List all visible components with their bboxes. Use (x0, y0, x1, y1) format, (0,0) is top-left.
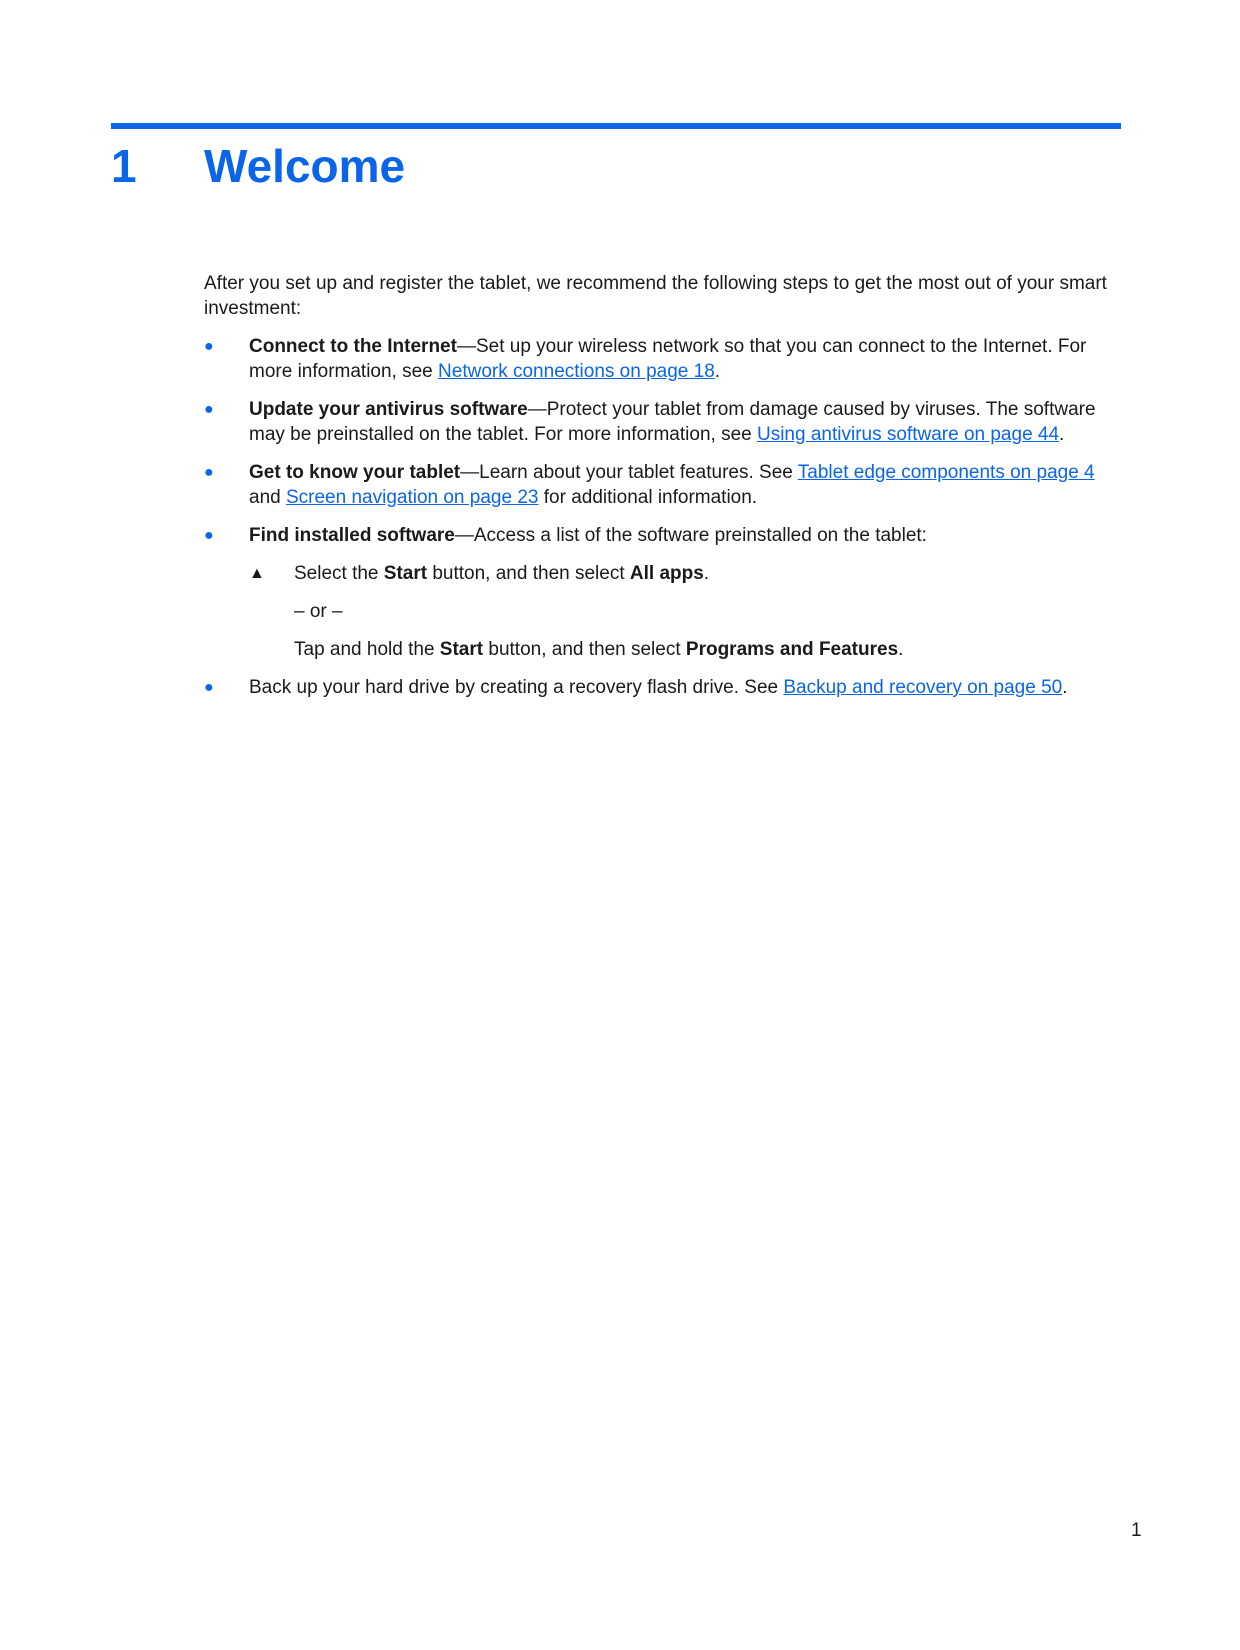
list-item: ● Get to know your tablet—Learn about your tablet features. See Tablet edge components on page 4 and Screen navigation on page 23 for additional information. (204, 462, 1095, 508)
step-text: —Access a list of the software preinstalled on the tablet: (454, 525, 927, 546)
step-lead: Get to know your tablet (249, 462, 461, 483)
step-lead: Connect to the Internet (249, 336, 457, 357)
network-connections-link[interactable]: Network connections on page 18 (438, 361, 715, 382)
step-lead: Update your antivirus software (249, 399, 528, 420)
screen-navigation-link[interactable]: Screen navigation on page 23 (285, 487, 539, 508)
chapter-rule (111, 123, 1121, 129)
or-separator: – or – (294, 601, 343, 622)
start-label: Start (383, 563, 428, 584)
bullet-icon: ● (204, 338, 214, 355)
list-item: ● Back up your hard drive by creating a recovery flash drive. See Backup and recovery on page 50. (204, 677, 1068, 698)
main-content (204, 271, 1124, 713)
all-apps-label: All apps (629, 563, 704, 584)
list-item (204, 523, 1124, 662)
tablet-edge-components-link[interactable]: Tablet edge components on page 4 (797, 462, 1095, 483)
backup-and-recovery-link[interactable]: Backup and recovery on page 50 (783, 677, 1063, 698)
substep: ▲ Select the Start button, and then select All apps. (249, 563, 710, 584)
bullet-icon: ● (204, 401, 214, 418)
chapter-number: 1 (111, 140, 137, 192)
bullet-icon: ● (204, 527, 214, 544)
chapter-title: Welcome (204, 140, 406, 192)
step-text: —Learn about your tablet features. See (460, 462, 798, 483)
step-text: Back up your hard drive by creating a recovery flash drive. See (249, 677, 784, 698)
programs-and-features-label: Programs and Features (685, 639, 899, 660)
list-item: ● Update your antivirus software—Protect your tablet from damage caused by viruses. The software may be preinstalled on the tablet. For more information, see Using antivirus software on page 44. (204, 399, 1096, 445)
antivirus-software-link[interactable]: Using antivirus software on page 44 (756, 424, 1060, 445)
steps-list (204, 334, 1124, 700)
step-text: —Set up your wireless network so that you can connect to the Internet. For more information, see (249, 336, 1087, 382)
bullet-icon: ● (204, 679, 214, 696)
step-text: —Protect your tablet from damage caused by viruses. The software may be preinstalled on the tablet. For more information, see (249, 399, 1096, 445)
list-item: ● Connect to the Internet—Set up your wireless network so that you can connect to the Internet. For more information, see Network connections on page 18. (204, 336, 1087, 382)
step-lead: Find installed software (249, 525, 455, 546)
start-label: Start (439, 639, 484, 660)
bullet-icon: ● (204, 464, 214, 481)
triangle-icon: ▲ (249, 565, 265, 582)
page-number: 1 (1131, 1520, 1142, 1541)
intro-paragraph: After you set up and register the tablet, we recommend the following steps to get the most out of your smart investment: (204, 273, 1107, 319)
alternative-step: Tap and hold the Start button, and then select Programs and Features. (294, 639, 904, 660)
